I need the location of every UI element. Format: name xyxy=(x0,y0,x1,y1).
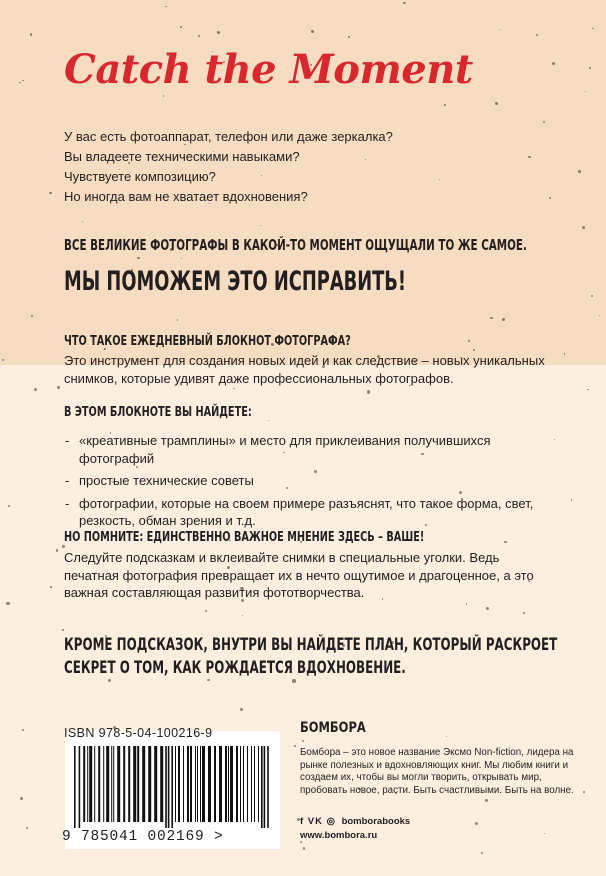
find-heading: В ЭТОМ БЛОКНОТЕ ВЫ НАЙДЕТЕ: xyxy=(64,404,252,420)
find-item: - простые технические советы xyxy=(64,472,544,490)
barcode-bar xyxy=(79,746,81,828)
intro-question: У вас есть фотоаппарат, телефон или даже зеркалка? xyxy=(64,129,393,144)
speck xyxy=(495,102,498,105)
barcode-bar xyxy=(123,746,125,822)
barcode-bar xyxy=(225,746,227,822)
barcode-bar xyxy=(94,746,95,822)
barcode-bar xyxy=(208,746,211,822)
barcode-bar xyxy=(219,746,222,822)
barcode-bar xyxy=(261,746,263,828)
speck xyxy=(62,545,64,547)
find-list xyxy=(64,432,544,535)
barcode-bar xyxy=(154,746,157,822)
barcode-bar xyxy=(87,746,88,822)
publisher-name: БОМБОРА xyxy=(300,720,366,736)
speck xyxy=(26,827,28,829)
barcode-bar xyxy=(106,746,109,822)
barcode-bar xyxy=(251,746,252,822)
barcode-bar xyxy=(89,746,92,822)
barcode-bar xyxy=(243,746,244,822)
barcode-bar xyxy=(258,746,259,822)
barcode-bar xyxy=(168,746,170,828)
website-link[interactable]: www.bombora.ru xyxy=(300,829,378,841)
barcode-bar xyxy=(264,746,266,828)
barcode-bar xyxy=(200,746,201,822)
barcode-bar xyxy=(142,746,145,822)
remember-heading: НО ПОМНИТЕ: ЕДИНСТВЕННО ВАЖНОЕ МНЕНИЕ ЗДЕСЬ – ВАШЕ! xyxy=(64,529,425,545)
remember-text: Следуйте подсказкам и вклеивайте снимки в специальные уголки. Ведь печатная фотография превращает их в нечто ощутимое и драгоценное, а это важная составляющая развития фототворчества. xyxy=(64,550,534,600)
barcode-bar xyxy=(183,746,184,822)
publisher-contacts xyxy=(300,815,410,842)
speck xyxy=(468,340,470,342)
barcode-bar xyxy=(83,746,85,822)
speck xyxy=(30,33,32,35)
barcode-bars xyxy=(74,746,270,828)
slogan-heading: МЫ ПОМОЖЕМ ЭТО ИСПРАВИТЬ! xyxy=(64,266,406,297)
closing-line: СЕКРЕТ О ТОМ, КАК РОЖДАЕТСЯ ВДОХНОВЕНИЕ. xyxy=(64,658,406,678)
barcode-bar xyxy=(171,746,173,828)
find-item: - фотографии, которые на своем примере разъяснят, что такое форма, свет, резкость, обман зрения и т.д. xyxy=(64,495,544,530)
barcode-bar xyxy=(74,746,76,828)
barcode-digits: 9 785041 002169 > xyxy=(62,829,224,845)
barcode-bar xyxy=(113,746,114,822)
what-is-heading: ЧТО ТАКОЕ ЕЖЕДНЕВНЫЙ БЛОКНОТ ФОТОГРАФА? xyxy=(64,333,351,349)
speck xyxy=(589,67,591,69)
intro-questions xyxy=(64,127,393,207)
speck xyxy=(504,541,506,543)
speck xyxy=(165,6,166,7)
speck xyxy=(367,390,370,393)
barcode-bar xyxy=(247,746,248,822)
speck xyxy=(552,62,555,65)
speck xyxy=(50,586,51,587)
barcode-bar xyxy=(267,746,269,828)
what-is-text: Это инструмент для создания новых идей и как следствие – новых уникальных снимков, которые удивят даже профессиональных фотографов. xyxy=(64,353,545,386)
social-icons: f VK ◎ xyxy=(300,816,336,827)
social-row xyxy=(300,815,410,829)
barcode-bar xyxy=(133,746,136,822)
speck xyxy=(6,602,9,605)
barcode-bar xyxy=(228,746,229,822)
speck xyxy=(303,847,305,849)
speck xyxy=(582,226,585,229)
intro-question: Но иногда вам не хватает вдохновения? xyxy=(64,189,308,204)
isbn-label: ISBN 978-5-04-100216-9 xyxy=(64,726,213,740)
publisher-description: Бомбора – это новое название Эксмо Non-fiction, лидера на рынке полезных и вдохновляющих книг. Мы любим книги и создаем их, чтобы вы могли творить, открывать мир, пробовать новое, расти. Быть счастливыми. Быть на волне. xyxy=(300,747,574,796)
closing-line: КРОМЕ ПОДСКАЗОК, ВНУТРИ ВЫ НАЙДЕТЕ ПЛАН, КОТОРЫЙ РАСКРОЕТ xyxy=(64,635,558,655)
speck xyxy=(82,221,83,222)
barcode-bar xyxy=(178,746,180,822)
speck xyxy=(583,791,585,793)
intro-question: Вы владеете техническими навыками? xyxy=(64,149,300,164)
speck xyxy=(180,26,182,28)
speck xyxy=(485,799,488,802)
barcode-bar xyxy=(240,746,241,822)
claim-heading: ВСЕ ВЕЛИКИЕ ФОТОГРАФЫ В КАКОЙ-ТО МОМЕНТ ОЩУЩАЛИ ТО ЖЕ САМОЕ. xyxy=(64,236,527,254)
barcode-bar xyxy=(148,746,151,822)
barcode-bar xyxy=(197,746,198,822)
speck xyxy=(177,319,178,320)
barcode-bar xyxy=(214,746,216,822)
speck xyxy=(592,28,593,29)
barcode-bar xyxy=(175,746,176,822)
barcode-bar xyxy=(117,746,120,822)
speck xyxy=(20,797,23,800)
barcode-bar xyxy=(236,746,238,822)
barcode-bar xyxy=(111,746,112,822)
speck xyxy=(348,36,350,38)
barcode-bar xyxy=(187,746,189,822)
social-handle-link[interactable]: bomborabooks xyxy=(341,816,411,827)
barcode-bar xyxy=(160,746,163,822)
barcode-bar xyxy=(190,746,192,822)
barcode-bar xyxy=(103,746,104,822)
find-item: - «креативные трамплины» и место для приклеивания получившихся фотографий xyxy=(64,432,544,467)
speck xyxy=(499,29,500,30)
barcode-bar xyxy=(202,746,205,822)
barcode-bar xyxy=(98,746,100,822)
speck xyxy=(571,499,572,500)
speck xyxy=(31,315,33,317)
speck xyxy=(302,740,304,742)
speck xyxy=(294,745,296,747)
barcode-bar xyxy=(137,746,139,822)
barcode-bar xyxy=(128,746,130,822)
barcode-bar xyxy=(230,746,233,822)
barcode-bar xyxy=(165,746,167,828)
barcode-bar xyxy=(254,746,255,822)
intro-question: Чувствуете композицию? xyxy=(64,169,216,184)
speck xyxy=(473,349,475,351)
speck xyxy=(578,170,581,173)
book-title: Catch the Moment xyxy=(64,46,473,93)
barcode-bar xyxy=(195,746,196,822)
speck xyxy=(62,629,64,631)
speck xyxy=(137,257,139,259)
